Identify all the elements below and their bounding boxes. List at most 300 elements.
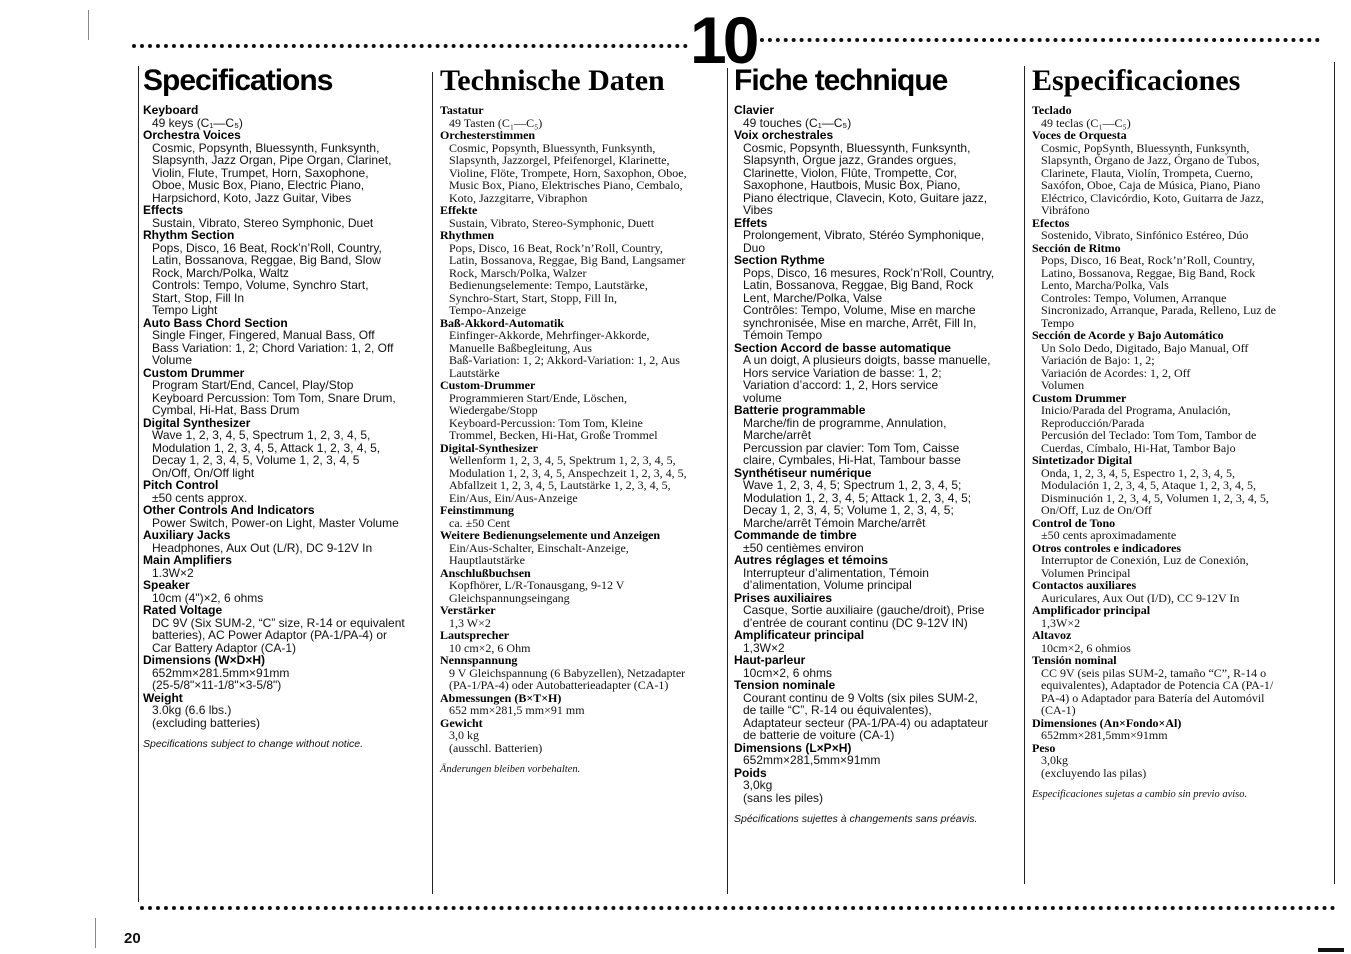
spec-section: [440, 442, 726, 505]
spec-value: Vibes: [743, 203, 773, 217]
spec-section: [440, 317, 726, 380]
spec-heading: Abmessungen (B×T×H): [440, 690, 562, 705]
spec-section: [143, 692, 433, 730]
spec-section: [440, 504, 726, 529]
spec-value: de batterie de voiture (CA-1): [743, 728, 895, 742]
spec-value: Bedienungselemente: Tempo, Lautstärke,: [449, 278, 648, 292]
spec-heading: Digital-Synthesizer: [440, 440, 538, 455]
column-french: [734, 62, 1024, 826]
spec-heading: Efectos: [1032, 215, 1070, 230]
spec-value: Clarinette, Violon, Flûte, Trompette, Cor,: [743, 165, 957, 180]
spec-heading: Prises auxiliaires: [734, 590, 833, 605]
change-notice: Specifications subject to change without notice.: [143, 738, 364, 750]
spec-section: [734, 767, 1024, 805]
spec-value: Latin, Bossanova, Reggae, Big Band, Langsamer: [449, 253, 686, 267]
spec-heading: Rhythmen: [440, 228, 495, 242]
column-rule-3: [727, 68, 728, 894]
spec-value: Harpsichord, Koto, Jazz Guitar, Vibes: [152, 190, 352, 205]
spec-heading: Tastatur: [440, 103, 484, 117]
spec-value: Casque, Sortie auxiliaire (gauche/droit), Prise: [743, 603, 985, 617]
spec-value: 652mm×281.5mm×91mm: [152, 665, 290, 680]
footer-dotted-rule: [140, 906, 1336, 910]
spec-list: [440, 104, 726, 754]
column-title: Fiche technique: [734, 64, 948, 97]
spec-value: Modulation 1, 2, 3, 4, 5, Anspechzeit 1, 2, 3, 4, 5,: [449, 465, 687, 480]
spec-heading: Sección de Acorde y Bajo Automático: [1032, 328, 1224, 342]
spec-value: Violin, Flute, Trumpet, Horn, Saxophone,: [152, 165, 369, 180]
spec-value: Lent, Marche/Polka, Valse: [743, 290, 883, 305]
spec-heading: Other Controls And Indicators: [143, 503, 315, 517]
spec-value: (ausschl. Batterien): [449, 740, 543, 755]
spec-value: Keyboard Percussion: Tom Tom, Snare Drum,: [152, 390, 396, 405]
spec-section: [440, 529, 726, 567]
spec-heading: Control de Tono: [1032, 515, 1116, 530]
spec-value: (25-5/8"×11-1/8"×3-5/8"): [152, 678, 282, 692]
spec-heading: Otros controles e indicadores: [1032, 540, 1181, 555]
column-english: [143, 62, 433, 751]
spec-value: Modulación 1, 2, 3, 4, 5, Ataque 1, 2, 3, 4, 5,: [1041, 478, 1256, 492]
spec-heading: Feinstimmung: [440, 503, 515, 517]
spec-list: [734, 104, 1024, 804]
spec-section: [1032, 604, 1332, 629]
spec-value: ca. ±50 Cent: [449, 515, 510, 530]
spec-value: Cymbal, Hi-Hat, Bass Drum: [152, 403, 300, 417]
spec-value: batteries), AC Power Adaptor (PA-1/PA-4) or: [152, 628, 387, 642]
spec-heading: Amplificateur principal: [734, 628, 865, 642]
spec-value: Koto, Jazzgitarre, Vibraphon: [449, 190, 588, 205]
column-rule-5: [1334, 62, 1335, 884]
spec-section: [143, 229, 433, 317]
spec-heading: Contactos auxiliares: [1032, 578, 1137, 592]
spec-section: [440, 692, 726, 717]
column-rule-4: [1024, 66, 1025, 884]
spec-heading: Baß-Akkord-Automatik: [440, 315, 565, 330]
spec-value: Sustain, Vibrato, Stereo-Symphonic, Duett: [449, 215, 655, 230]
spec-value: DC 9V (Six SUM-2, “C” size, R-14 or equivalent: [152, 615, 405, 630]
spec-section: [143, 129, 433, 204]
spec-section: [143, 204, 433, 229]
spec-section: [734, 404, 1024, 467]
spec-value: Variación de Acordes: 1, 2, Off: [1041, 365, 1191, 380]
spec-value: ±50 cents approx.: [152, 490, 248, 505]
spec-value: Vibráfono: [1041, 203, 1090, 217]
spec-section: [1032, 717, 1332, 742]
spec-heading: Amplificador principal: [1032, 603, 1151, 617]
spec-value: (PA-1/PA-4) oder Autobatterieadapter (CA-1): [449, 678, 669, 692]
change-notice: Änderungen bleiben vorbehalten.: [440, 764, 581, 775]
spec-heading: Rated Voltage: [143, 603, 223, 617]
binding-edge-mark-bottom: [95, 918, 96, 948]
spec-section: [440, 129, 726, 204]
corner-mark: [1318, 948, 1344, 952]
spec-value: Marche/fin de programme, Annulation,: [743, 415, 947, 430]
spec-value: Latin, Bossanova, Reggae, Big Band, Slow: [152, 253, 381, 267]
spec-value: 49 keys (C₁—C₅): [152, 115, 243, 130]
spec-value: de taille “C”, R-14 ou équivalentes),: [743, 703, 932, 717]
spec-value: claire, Cymbales, Hi-Hat, Tambour basse: [743, 453, 961, 467]
spec-heading: Altavoz: [1032, 628, 1072, 642]
spec-value: Témoin Tempo: [743, 328, 823, 342]
spec-heading: Verstärker: [440, 603, 496, 617]
spec-value: 3,0kg: [743, 778, 773, 792]
spec-heading: Synthétiseur numérique: [734, 465, 872, 480]
spec-value: Saxófon, Oboe, Caja de Música, Piano, Piano: [1041, 178, 1261, 192]
spec-value: 1,3W×2: [1041, 615, 1081, 630]
spec-heading: Poids: [734, 765, 767, 780]
spec-section: [440, 629, 726, 654]
spec-heading: Lautsprecher: [440, 628, 510, 642]
spec-heading: Weight: [143, 690, 183, 705]
spec-heading: Section Rythme: [734, 253, 825, 267]
spec-section: [143, 479, 433, 504]
spec-heading: Anschlußbuchsen: [440, 565, 531, 580]
spec-value: Programmieren Start/Ende, Löschen,: [449, 390, 627, 405]
spec-section: [734, 679, 1024, 742]
binding-edge-mark: [88, 10, 89, 40]
spec-heading: Clavier: [734, 103, 775, 117]
spec-value: Pops, Disco, 16 Beat, Rock’n’Roll, Country,: [449, 240, 663, 255]
spec-section: [143, 317, 433, 367]
spec-value: 10cm (4")×2, 6 ohms: [152, 590, 264, 605]
spec-value: 3,0 kg: [449, 728, 479, 742]
spec-value: Lautstärke: [449, 365, 500, 380]
spec-value: Duo: [743, 240, 766, 255]
spec-heading: Effects: [143, 203, 184, 217]
spec-heading: Commande de timbre: [734, 528, 857, 542]
spec-heading: Voces de Orquesta: [1032, 128, 1127, 142]
spec-value: Contrôles: Tempo, Volume, Mise en marche: [743, 303, 976, 317]
spec-value: Start, Stop, Fill In: [152, 290, 245, 305]
spec-value: Pops, Disco, 16 mesures, Rock’n’Roll, Country,: [743, 265, 995, 280]
spec-value: Prolongement, Vibrato, Stéréo Symphonique,: [743, 228, 985, 242]
spec-value: Music Box, Piano, Elektrisches Piano, Cembalo,: [449, 178, 683, 192]
spec-section: [734, 467, 1024, 530]
spec-heading: Tensión nominal: [1032, 653, 1117, 667]
spec-value: (CA-1): [1041, 703, 1076, 717]
spec-value: 10cm×2, 6 ohmios: [1041, 640, 1131, 655]
spec-heading: Digital Synthesizer: [143, 415, 251, 430]
spec-section: [440, 567, 726, 605]
spec-value: On/Off, Luz de On/Off: [1041, 503, 1152, 517]
spec-value: Cosmic, PopSynth, Bluessynth, Funksynth,: [1041, 140, 1250, 155]
spec-value: Volume: [152, 353, 193, 367]
spec-value: Marche/arrêt: [743, 428, 812, 442]
spec-value: Sincronizado, Arranque, Parada, Relleno, Luz de: [1041, 303, 1276, 317]
spec-list: [143, 104, 433, 729]
spec-value: 652 mm×281,5 mm×91 mm: [449, 703, 585, 717]
spec-heading: Tension nominale: [734, 678, 836, 692]
spec-value: Lento, Marcha/Polka, Vals: [1041, 278, 1169, 292]
spec-value: 3.0kg (6.6 lbs.): [152, 703, 232, 717]
spec-heading: Autres réglages et témoins: [734, 553, 889, 567]
spec-section: [1032, 104, 1332, 129]
spec-section: [143, 604, 433, 654]
spec-value: Tempo-Anzeige: [449, 303, 527, 317]
spec-value: Hors service Variation de basse: 1, 2;: [743, 365, 942, 380]
spec-heading: Voix orchestrales: [734, 128, 834, 142]
spec-value: (sans les piles): [743, 790, 824, 805]
spec-value: Slapsynth, Jazz Organ, Pipe Organ, Clarinet,: [152, 153, 392, 167]
spec-heading: Effekte: [440, 203, 478, 217]
spec-value: Percussion par clavier: Tom Tom, Caisse: [743, 440, 960, 455]
spec-section: [734, 217, 1024, 255]
spec-section: [440, 604, 726, 629]
spec-value: Car Battery Adaptor (CA-1): [152, 640, 297, 655]
spec-value: Rock, Marsch/Polka, Walzer: [449, 265, 587, 280]
header-dotted-rule-right: [752, 38, 1320, 42]
spec-heading: Sección de Ritmo: [1032, 240, 1121, 255]
spec-value: Synchro-Start, Start, Stopp, Fill In,: [449, 290, 617, 305]
spec-section: [143, 367, 433, 417]
spec-heading: Effets: [734, 215, 768, 230]
spec-section: [734, 654, 1024, 679]
spec-value: Clarinete, Flauta, Violín, Trompeta, Cuerno,: [1041, 165, 1254, 180]
spec-value: Wiedergabe/Stopp: [449, 403, 538, 417]
spec-value: 49 teclas (C₁—C₅): [1041, 115, 1131, 130]
spec-section: [734, 554, 1024, 592]
spec-section: [1032, 654, 1332, 717]
column-rule-1: [138, 66, 139, 902]
spec-value: Latino, Bossanova, Reggae, Big Band, Rock: [1041, 265, 1256, 280]
column-title: Specifications: [143, 64, 333, 97]
spec-value: (excluding batteries): [152, 715, 261, 730]
spec-value: Variación de Bajo: 1, 2;: [1041, 353, 1155, 367]
spec-section: [1032, 392, 1332, 455]
spec-value: Piano électrique, Clavecin, Koto, Guitare jazz,: [743, 190, 988, 205]
spec-value: Oboe, Music Box, Piano, Electric Piano,: [152, 178, 365, 192]
spec-section: [734, 129, 1024, 217]
spec-section: [143, 417, 433, 480]
spec-value: 1.3W×2: [152, 565, 194, 580]
spec-value: Slapsynth, Orgue jazz, Grandes orgues,: [743, 153, 957, 167]
spec-value: Hauptlautstärke: [449, 553, 525, 567]
spec-section: [1032, 217, 1332, 242]
spec-section: [1032, 579, 1332, 604]
spec-heading: Keyboard: [143, 103, 199, 117]
spec-heading: Auxiliary Jacks: [143, 528, 231, 542]
spec-value: Cosmic, Popsynth, Bluessynth, Funksynth,: [743, 140, 971, 155]
spec-value: 10cm×2, 6 ohms: [743, 665, 833, 680]
spec-section: [734, 342, 1024, 405]
spec-heading: Custom Drummer: [143, 365, 245, 380]
spec-heading: Custom-Drummer: [440, 378, 536, 392]
spec-value: Cuerdas, Címbalo, Hi-Hat, Tambor Bajo: [1041, 440, 1236, 455]
spec-value: Pops, Disco, 16 Beat, Rock’n’Roll, Country,: [1041, 253, 1255, 267]
spec-value: volume: [743, 390, 782, 405]
spec-heading: Gewicht: [440, 715, 483, 730]
spec-heading: Haut-parleur: [734, 653, 806, 667]
change-notice: Spécifications sujettes à changements sans préavis.: [734, 813, 978, 825]
spec-section: [1032, 629, 1332, 654]
spec-value: 3,0kg: [1041, 753, 1068, 767]
column-title: Especificaciones: [1032, 64, 1241, 97]
spec-section: [143, 554, 433, 579]
spec-section: [1032, 454, 1332, 517]
spec-value: Wave 1, 2, 3, 4, 5, Spectrum 1, 2, 3, 4, 5,: [152, 428, 371, 442]
spec-value: Decay 1, 2, 3, 4, 5; Volume 1, 2, 3, 4, 5;: [743, 503, 954, 517]
spec-value: Baß-Variation: 1, 2; Akkord-Variation: 1, 2, Aus: [449, 353, 680, 367]
spec-value: Violine, Flöte, Trompete, Horn, Saxophon, Oboe,: [449, 165, 687, 180]
spec-heading: Custom Drummer: [1032, 390, 1127, 405]
spec-section: [734, 592, 1024, 630]
spec-value: Tempo Light: [152, 303, 218, 317]
spec-value: Einfinger-Akkorde, Mehrfinger-Akkorde,: [449, 328, 650, 342]
spec-section: [440, 717, 726, 755]
spec-section: [1032, 542, 1332, 580]
spec-value: Bass Variation: 1, 2; Chord Variation: 1, 2, Off: [152, 340, 394, 355]
spec-section: [143, 654, 433, 692]
spec-heading: Orchestra Voices: [143, 128, 241, 142]
spec-value: Trommel, Becken, Hi-Hat, Große Trommel: [449, 428, 658, 442]
spec-value: CC 9V (seis pilas SUM-2, tamaño “C”, R-14 o: [1041, 665, 1267, 680]
spec-section: [143, 504, 433, 529]
spec-value: synchronisée, Mise en marche, Arrêt, Fill In,: [743, 315, 977, 330]
spec-heading: Teclado: [1032, 103, 1072, 117]
spec-value: Slapsynth, Jazzorgel, Pfeifenorgel, Klarinette,: [449, 153, 670, 167]
spec-value: Sustain, Vibrato, Stereo Symphonic, Duet: [152, 215, 374, 230]
spec-value: Manuelle Baßbegleitung, Aus: [449, 340, 592, 355]
spec-value: Marche/arrêt Témoin Marche/arrêt: [743, 515, 926, 530]
spec-section: [734, 104, 1024, 129]
spec-value: Abfallzeit 1, 2, 3, 4, 5, Lautstärke 1, 2, 3, 4, 5,: [449, 478, 671, 492]
column-title: Technische Daten: [440, 64, 665, 97]
spec-heading: Sintetizador Digital: [1032, 453, 1133, 467]
spec-value: A un doigt, A plusieurs doigts, basse manuelle,: [743, 353, 991, 367]
spec-heading: Main Amplifiers: [143, 553, 232, 567]
spec-value: (excluyendo las pilas): [1041, 765, 1147, 780]
spec-section: [734, 629, 1024, 654]
spec-value: ±50 cents aproximadamente: [1041, 528, 1177, 542]
spec-value: Modulation 1, 2, 3, 4, 5; Attack 1, 2, 3, 4, 5;: [743, 490, 972, 505]
spec-value: Slapsynth, Órgano de Jazz, Órgano de Tubos,: [1041, 153, 1260, 167]
spec-value: 1,3W×2: [743, 640, 785, 655]
spec-value: Cosmic, Popsynth, Bluessynth, Funksynth,: [152, 140, 380, 155]
change-notice: Especificaciones sujetas a cambio sin previo aviso.: [1032, 789, 1248, 800]
spec-section: [1032, 742, 1332, 780]
spec-value: Rock, March/Polka, Waltz: [152, 265, 289, 280]
spec-value: Wave 1, 2, 3, 4, 5; Spectrum 1, 2, 3, 4, 5;: [743, 478, 962, 492]
spec-value: Disminución 1, 2, 3, 4, 5, Volumen 1, 2, 3, 4, 5,: [1041, 490, 1269, 505]
column-german: [440, 62, 726, 776]
spec-value: Variation d’accord: 1, 2, Hors service: [743, 378, 939, 392]
spec-value: Gleichspannungseingang: [449, 590, 570, 605]
spec-heading: Speaker: [143, 578, 190, 592]
header-dotted-rule-left: [132, 44, 688, 48]
spec-value: Sostenido, Vibrato, Sinfónico Estéreo, Dúo: [1041, 228, 1249, 242]
spec-value: Modulation 1, 2, 3, 4, 5, Attack 1, 2, 3, 4, 5,: [152, 440, 381, 455]
spec-value: Latin, Bossanova, Reggae, Big Band, Rock: [743, 278, 974, 292]
spec-value: Volumen Principal: [1041, 565, 1131, 580]
spec-value: Percusión del Teclado: Tom Tom, Tambor de: [1041, 428, 1257, 442]
spec-value: Reproducción/Parada: [1041, 415, 1145, 430]
spec-value: d’alimentation, Volume principal: [743, 578, 912, 592]
spec-value: Wellenform 1, 2, 3, 4, 5, Spektrum 1, 2, 3, 4, 5,: [449, 453, 676, 467]
spec-value: 652mm×281,5mm×91mm: [743, 753, 881, 767]
spec-heading: Batterie programmable: [734, 403, 866, 417]
spec-value: Tempo: [1041, 315, 1075, 330]
spec-value: 9 V Gleichspannung (6 Babyzellen), Netzadapter: [449, 665, 686, 680]
spec-section: [1032, 129, 1332, 217]
spec-list: [1032, 104, 1332, 779]
spec-value: PA-4) o Adaptador para Batería del Automóvil: [1041, 690, 1265, 705]
spec-value: 49 Tasten (C₁—C₅): [449, 115, 543, 130]
spec-heading: Orchesterstimmen: [440, 128, 536, 142]
spec-heading: Dimensions (L×P×H): [734, 740, 852, 755]
spec-heading: Weitere Bedienungselemente und Anzeigen: [440, 528, 661, 542]
spec-value: Controls: Tempo, Volume, Synchro Start,: [152, 278, 369, 292]
spec-value: 1,3 W×2: [449, 615, 491, 630]
spec-value: Single Finger, Fingered, Manual Bass, Off: [152, 328, 375, 342]
spec-value: Power Switch, Power-on Light, Master Volume: [152, 515, 399, 530]
column-spanish: [1032, 62, 1332, 801]
spec-section: [1032, 517, 1332, 542]
spec-value: Volumen: [1041, 378, 1085, 392]
spec-value: Pops, Disco, 16 Beat, Rock’n’Roll, Country,: [152, 240, 382, 255]
spec-value: Onda, 1, 2, 3, 4, 5, Espectro 1, 2, 3, 4, 5,: [1041, 465, 1235, 480]
spec-value: Headphones, Aux Out (L/R), DC 9-12V In: [152, 540, 373, 555]
spec-heading: Dimensiones (An×Fondo×Al): [1032, 715, 1182, 730]
spec-heading: Nennspannung: [440, 653, 518, 667]
spec-value: Adaptateur secteur (PA-1/PA-4) ou adaptateur: [743, 715, 989, 730]
spec-heading: Peso: [1032, 740, 1056, 755]
spec-value: Saxophone, Hautbois, Music Box, Piano,: [743, 178, 961, 192]
spec-heading: Pitch Control: [143, 478, 219, 492]
spec-heading: Rhythm Section: [143, 228, 235, 242]
spec-value: Decay 1, 2, 3, 4, 5, Volume 1, 2, 3, 4, 5: [152, 453, 360, 467]
spec-section: [440, 204, 726, 229]
spec-section: [1032, 329, 1332, 392]
spec-value: Ein/Aus, Ein/Aus-Anzeige: [449, 490, 578, 505]
spec-value: Inicio/Parada del Programa, Anulación,: [1041, 403, 1231, 417]
spec-section: [440, 379, 726, 442]
spec-value: 652mm×281,5mm×91mm: [1041, 728, 1168, 742]
spec-value: Auriculares, Aux Out (I/D), CC 9-12V In: [1041, 590, 1240, 605]
spec-value: Kopfhörer, L/R-Tonausgang, 9-12 V: [449, 578, 625, 592]
spec-value: 10 cm×2, 6 Ohm: [449, 640, 531, 655]
spec-section: [734, 529, 1024, 554]
spec-section: [440, 229, 726, 317]
spec-section: [440, 654, 726, 692]
spec-value: equivalentes), Adaptador de Potencia CA (PA-1/: [1041, 678, 1274, 692]
spec-value: 49 touches (C₁—C₅): [743, 115, 852, 130]
spec-value: Eléctrico, Clavicórdio, Koto, Guitarra de Jazz,: [1041, 190, 1264, 205]
spec-value: Un Solo Dedo, Digitado, Bajo Manual, Off: [1041, 340, 1249, 355]
spec-value: Ein/Aus-Schalter, Einschalt-Anzeige,: [449, 540, 629, 555]
spec-section: [143, 579, 433, 604]
spec-section: [143, 104, 433, 129]
spec-section: [734, 742, 1024, 767]
spec-value: Interruptor de Conexión, Luz de Conexión,: [1041, 553, 1249, 567]
page-number: 20: [124, 930, 141, 947]
spec-heading: Auto Bass Chord Section: [143, 315, 288, 330]
spec-section: [440, 104, 726, 129]
spec-section: [734, 254, 1024, 342]
spec-value: Program Start/End, Cancel, Play/Stop: [152, 378, 354, 392]
spec-value: On/Off, On/Off light: [152, 465, 255, 480]
spec-value: Keyboard-Percussion: Tom Tom, Kleine: [449, 415, 643, 430]
spec-value: ±50 centièmes environ: [743, 540, 864, 555]
spec-value: Cosmic, Popsynth, Bluessynth, Funksynth,: [449, 140, 656, 155]
spec-value: Courant continu de 9 Volts (six piles SUM-2,: [743, 690, 978, 705]
spec-section: [1032, 242, 1332, 330]
spec-heading: Dimensions (W×D×H): [143, 653, 266, 667]
spec-section: [143, 529, 433, 554]
spec-value: Controles: Tempo, Volumen, Arranque: [1041, 290, 1227, 305]
spec-value: Interrupteur d’alimentation, Témoin: [743, 565, 929, 580]
page-section-number: 10: [690, 3, 756, 77]
spec-heading: Section Accord de basse automatique: [734, 340, 951, 355]
spec-value: d’entrée de courant continu (DC 9-12V IN): [743, 615, 968, 630]
